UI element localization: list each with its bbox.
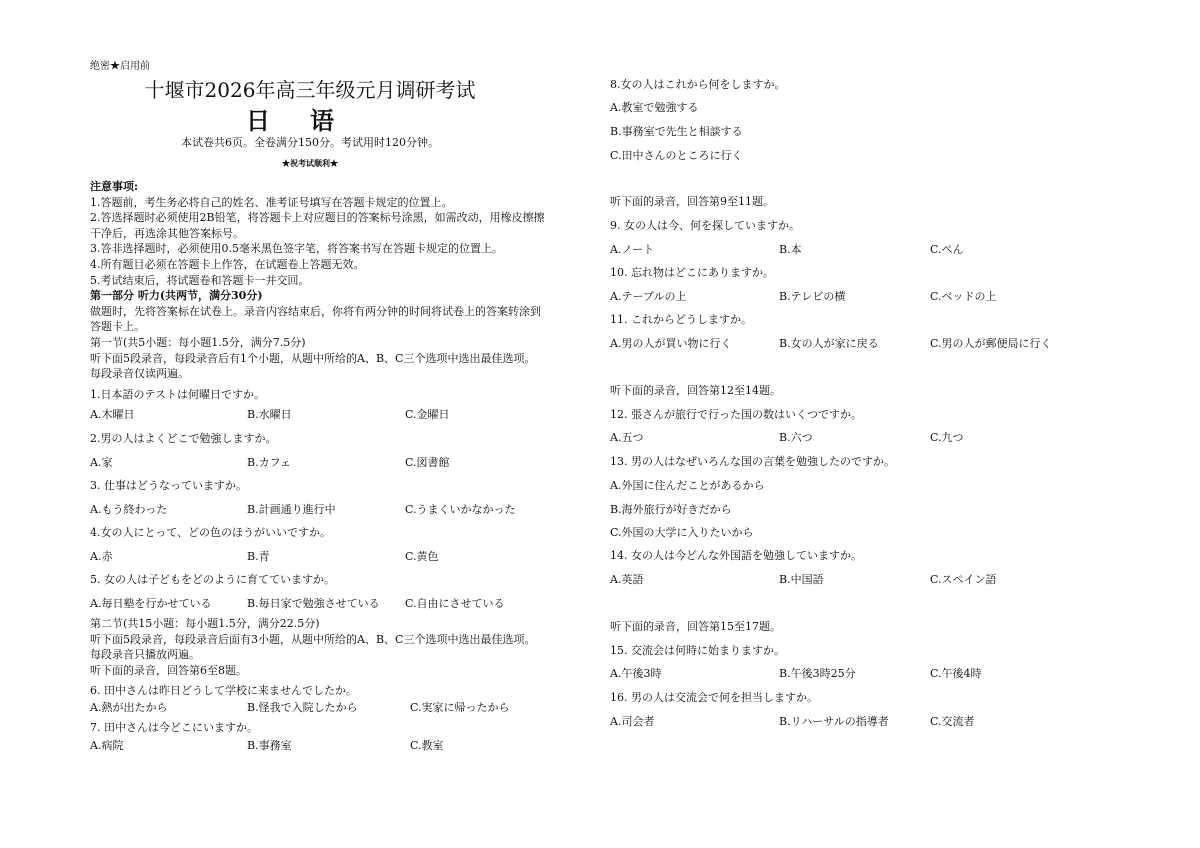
option-b: B.女の人が家に戻る <box>779 337 879 350</box>
option-c: C.黄色 <box>405 550 439 563</box>
option-b: B.毎日家で勉強させている <box>247 597 380 610</box>
note-item: 2.答选择题时必须使用2B铅笔，将答题卡上对应题目的答案标号涂黑，如需改动，用橡皮擦擦 <box>90 211 545 225</box>
question-14: 14. 女の人は今どんな外国語を勉強していますか。 <box>610 549 862 562</box>
question-10: 10. 忘れ物はどこにありますか。 <box>610 266 774 279</box>
section1-instruction: 听下面5段录音，每段录音后有1个小题，从题中所给的A、B、C三个选项中选出最佳选项。 <box>90 351 536 365</box>
option-a: A.毎日塾を行かせている <box>90 597 212 610</box>
option-c: C.男の人が郵便局に行く <box>930 337 1052 350</box>
notes-heading: 注意事项: <box>90 180 139 193</box>
question-12: 12. 張さんが旅行で行った国の数はいくつですか。 <box>610 408 862 421</box>
option-c: C.ぺん <box>930 243 964 256</box>
question-13: 13. 男の人はなぜいろんな国の言葉を勉強したのですか。 <box>610 455 895 468</box>
listening-lead: 听下面的录音，回答第9至11题。 <box>610 195 774 208</box>
question-8: 8.女の人はこれから何をしますか。 <box>610 78 786 91</box>
question-3: 3. 仕事はどうなっていますか。 <box>90 479 247 492</box>
question-6: 6. 田中さんは昨日どうして学校に来ませんでしたか。 <box>90 684 357 697</box>
good-luck-text: ★祝考试顺利★ <box>282 158 338 168</box>
section2-block <box>90 616 600 678</box>
option-a: A.もう終わった <box>90 503 168 516</box>
option-a: A.赤 <box>90 550 113 563</box>
option-c: C.スペイン語 <box>930 573 997 586</box>
note-item: 4.所有题目必须在答题卡上作答，在试题卷上答题无效。 <box>90 257 365 271</box>
section1-heading: 第一节(共5小题：每小题1.5分，满分7.5分) <box>90 335 306 349</box>
option-c: C.実家に帰ったから <box>410 701 510 714</box>
part1-intro: 答题卡上。 <box>90 320 145 334</box>
option-b: B.本 <box>779 243 802 256</box>
option-c: C.交流者 <box>930 715 975 728</box>
section2-instruction: 听下面5段录音，每段录音后面有3小题，从题中所给的A、B、C三个选项中选出最佳选项。 <box>90 632 536 646</box>
option-b: B.計画通り進行中 <box>247 503 336 516</box>
option-a: A.司会者 <box>610 715 655 728</box>
option-a: A.ノート <box>610 243 655 256</box>
note-item: 1.答题前，考生务必将自己的姓名、准考证号填写在答题卡规定的位置上。 <box>90 195 453 209</box>
part1-heading: 第一部分 听力(共两节，满分30分) <box>90 289 263 303</box>
option-b: B.事務室で先生と相談する <box>610 125 743 138</box>
note-item: 3.答非选择题时，必须使用0.5毫米黑色签字笔，将答案书写在答题卡规定的位置上。 <box>90 242 503 256</box>
option-a: A.木曜日 <box>90 408 135 421</box>
option-a: A.病院 <box>90 739 124 752</box>
confidential-label: 绝密★启用前 <box>90 61 150 72</box>
part1-intro: 做题时，先将答案标在试卷上。录音内容结束后，你将有两分钟的时间将试卷上的答案转涂到 <box>90 304 541 318</box>
question-9: 9. 女の人は今、何を探していますか。 <box>610 219 800 232</box>
option-b: B.カフェ <box>247 456 292 469</box>
option-c: C.図書館 <box>405 456 450 469</box>
option-b: B.午後3時25分 <box>779 667 856 680</box>
option-c: C.外国の大学に入りたいから <box>610 526 754 539</box>
option-c: C.自由にさせている <box>405 597 505 610</box>
option-a: A.午後3時 <box>610 667 662 680</box>
option-b: B.中国語 <box>779 573 824 586</box>
option-c: C.教室 <box>410 739 444 752</box>
question-11: 11. これからどうしますか。 <box>610 313 752 326</box>
option-a: A.五つ <box>610 431 644 444</box>
note-item: 5.考试结束后，将试题卷和答题卡一并交回。 <box>90 273 310 287</box>
option-a: A.外国に住んだことがあるから <box>610 479 765 492</box>
question-16: 16. 男の人は交流会で何を担当しますか。 <box>610 691 818 704</box>
notes-section <box>90 179 600 382</box>
option-a: A.教室で勉強する <box>610 101 699 114</box>
option-b: B.事務室 <box>247 739 292 752</box>
option-b: B.水曜日 <box>247 408 292 421</box>
question-1: 1.日本語のテストは何曜日ですか。 <box>90 388 266 401</box>
option-b: B.テレビの横 <box>779 290 846 303</box>
section1-instruction: 每段录音仅读两遍。 <box>90 367 189 381</box>
question-4: 4.女の人にとって、どの色のほうがいいですか。 <box>90 526 332 539</box>
question-7: 7. 田中さんは今どこにいますか。 <box>90 721 258 734</box>
option-c: C.九つ <box>930 431 964 444</box>
option-c: C.午後4時 <box>930 667 982 680</box>
option-c: C.金曜日 <box>405 408 450 421</box>
section2-instruction: 听下面的录音，回答第6至8题。 <box>90 663 247 677</box>
question-2: 2.男の人はよくどこで勉強しますか。 <box>90 432 277 445</box>
option-c: C.ベッドの上 <box>930 290 997 303</box>
option-b: B.青 <box>247 550 270 563</box>
section2-heading: 第二节(共15小题：每小题1.5分，满分22.5分) <box>90 617 320 630</box>
option-a: A.テーブルの上 <box>610 290 687 303</box>
option-b: B.リハーサルの指導者 <box>779 715 889 728</box>
option-b: B.六つ <box>779 431 813 444</box>
option-c: C.田中さんのところに行く <box>610 149 743 162</box>
question-15: 15. 交流会は何時に始まりますか。 <box>610 644 785 657</box>
option-b: B.海外旅行が好きだから <box>610 503 732 516</box>
exam-meta: 本试卷共6页。全卷满分150分。考试用时120分钟。 <box>181 136 439 149</box>
option-a: A.男の人が買い物に行く <box>610 337 732 350</box>
listening-lead: 听下面的录音，回答第15至17题。 <box>610 620 781 633</box>
option-a: A.英語 <box>610 573 644 586</box>
option-a: A.家 <box>90 456 113 469</box>
question-5: 5. 女の人は子どもをどのように育てていますか。 <box>90 573 335 586</box>
subject-title: 日语 <box>246 106 374 135</box>
note-item: 干净后，再选涂其他答案标号。 <box>90 226 244 240</box>
exam-title: 十堰市2026年高三年级元月调研考试 <box>144 78 476 102</box>
option-a: A.熱が出たから <box>90 701 168 714</box>
section2-instruction: 每段录音只播放两遍。 <box>90 648 200 662</box>
listening-lead: 听下面的录音，回答第12至14题。 <box>610 384 781 397</box>
option-b: B.怪我で入院したから <box>247 701 358 714</box>
option-c: C.うまくいかなかった <box>405 503 516 516</box>
